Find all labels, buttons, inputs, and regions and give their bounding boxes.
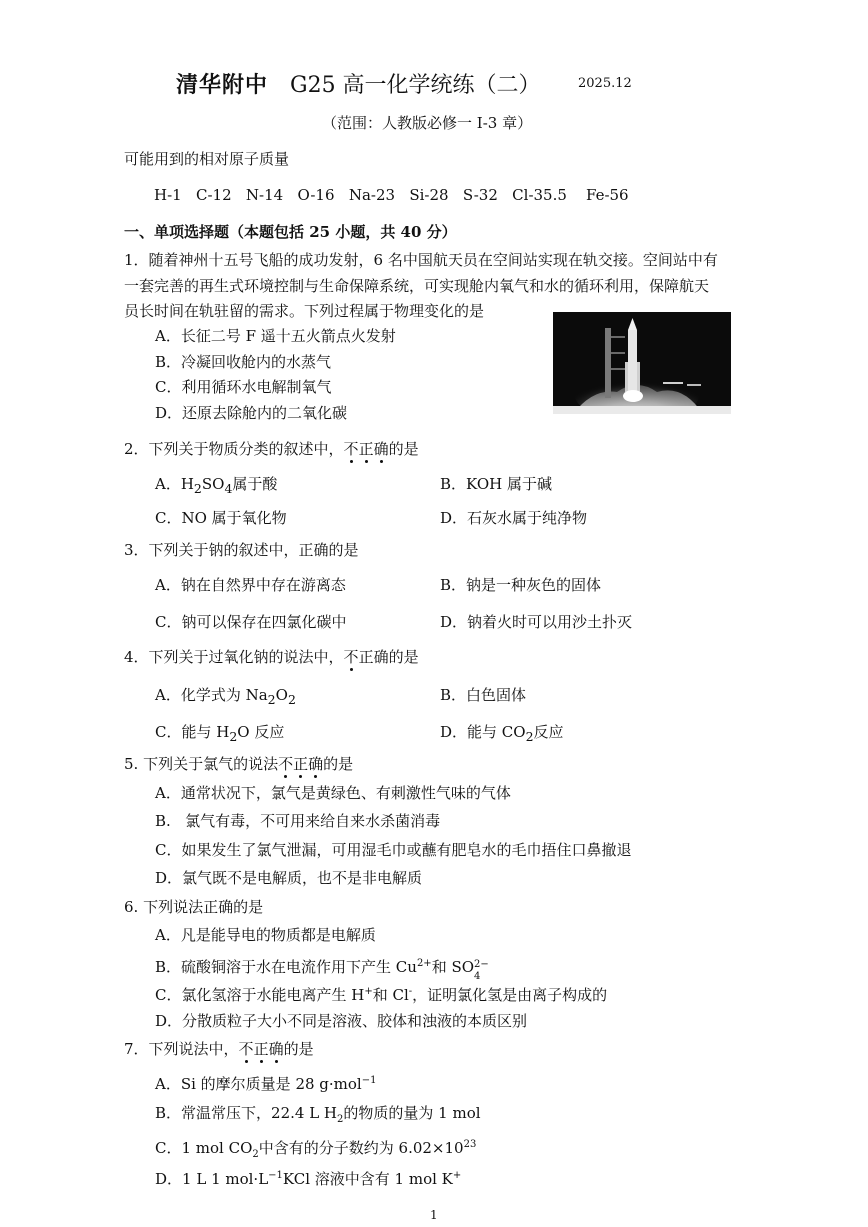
q7-option-b: B．常温常压下，22.4 L $H_2$的物质的量为 1 mol (155, 1104, 481, 1125)
q4-option-a: A．化学式为 $Na_2O_2$ (155, 686, 296, 707)
exam-date: 2025.12 (578, 76, 632, 91)
q2-option-c: C．NO 属于氧化物 (155, 509, 287, 527)
q5-option-a: A．通常状况下，氯气是黄绿色、有刺激性气味的气体 (155, 784, 511, 802)
q1-stem-line2: 一套完善的再生式环境控制与生命保障系统，可实现舱内氧气和水的循环利用，保障航天 (124, 277, 710, 295)
atomic-mass-label: 可能用到的相对原子质量 (124, 150, 290, 168)
q2-option-d: D．石灰水属于纯净物 (440, 509, 588, 527)
q4-option-b: B．白色固体 (440, 686, 527, 704)
q3-option-c: C．钠可以保存在四氯化碳中 (155, 613, 347, 631)
q7-option-c: C．1 mol $CO_2$中含有的分子数约为 $6.02\times 10^{23}$ (155, 1139, 477, 1160)
q3-stem: 3．下列关于钠的叙述中，正确的是 (124, 541, 359, 559)
q5-stem: 5. 下列关于氯气的说法不正确的是 (124, 755, 354, 773)
q1-option-c: C．利用循环水电解制氧气 (155, 378, 332, 396)
q3-option-d: D．钠着火时可以用沙土扑灭 (440, 613, 633, 631)
exam-scope: （范围：人教版必修一 I-3 章） (322, 114, 533, 132)
exam-title: G25 高一化学统练（二） (290, 73, 541, 98)
section-title: 一、单项选择题（本题包括 25 小题，共 40 分） (124, 223, 457, 241)
q3-option-a: A．钠在自然界中存在游离态 (155, 576, 346, 594)
q1-option-b: B．冷凝回收舱内的水蒸气 (155, 353, 332, 371)
q5-option-c: C．如果发生了氯气泄漏，可用湿毛巾或蘸有肥皂水的毛巾捂住口鼻撤退 (155, 841, 632, 859)
q7-stem: 7．下列说法中，不正确的是 (124, 1040, 314, 1058)
page-number: 1 (430, 1208, 438, 1222)
q7-option-d: D．1 L 1 $mol\cdot L^{-1}KCl$ 溶液中含有 1 mol K+ (155, 1170, 462, 1188)
rocket-launch-photo (553, 312, 731, 414)
q4-stem: 4．下列关于过氧化钠的说法中，不正确的是 (124, 648, 419, 666)
q6-option-c: C．氯化氢溶于水能电离产生 H+和 Cl-，证明氯化氢是由离子构成的 (155, 986, 608, 1004)
q2-option-b: B．KOH 属于碱 (440, 475, 552, 493)
atomic-mass-values: H-1 C-12 N-14 O-16 Na-23 Si-28 S-32 Cl-35.5 Fe-56 (154, 186, 629, 204)
q4-option-c: C．能与 $H_2O$ 反应 (155, 723, 285, 744)
q1-option-d: D．还原去除舱内的二氧化碳 (155, 404, 348, 422)
q3-option-b: B．钠是一种灰色的固体 (440, 576, 602, 594)
q6-stem: 6. 下列说法正确的是 (124, 898, 264, 916)
q2-stem: 2．下列关于物质分类的叙述中，不正确的是 (124, 440, 419, 458)
q1-stem-line1: 1．随着神州十五号飞船的成功发射，6 名中国航天员在空间站实现在轨交接。空间站中有 (124, 251, 718, 269)
q5-option-b: B. 氯气有毒，不可用来给自来水杀菌消毒 (155, 812, 441, 830)
school-name: 清华附中 (176, 72, 269, 98)
q6-option-b: B．硫酸铜溶于水在电流作用下产生 $Cu^{2+}$和 SO 2− 4 (155, 958, 489, 982)
q2-option-a: A．$H_2SO_4$属于酸 (155, 475, 278, 496)
q6-option-d: D．分散质粒子大小不同是溶液、胶体和浊液的本质区别 (155, 1012, 528, 1030)
q4-option-d: D．能与 $CO_2$反应 (440, 723, 564, 744)
q7-option-a: A．Si 的摩尔质量是 28 g·mol$^{-1}$ (155, 1075, 377, 1093)
q1-stem-line3: 员长时间在轨驻留的需求。下列过程属于物理变化的是 (124, 302, 485, 320)
q5-option-d: D．氯气既不是电解质，也不是非电解质 (155, 869, 423, 887)
q1-option-a: A．长征二号 F 遥十五火箭点火发射 (155, 327, 396, 345)
rocket-launch-image (553, 312, 731, 414)
q6-option-a: A．凡是能导电的物质都是电解质 (155, 926, 376, 944)
